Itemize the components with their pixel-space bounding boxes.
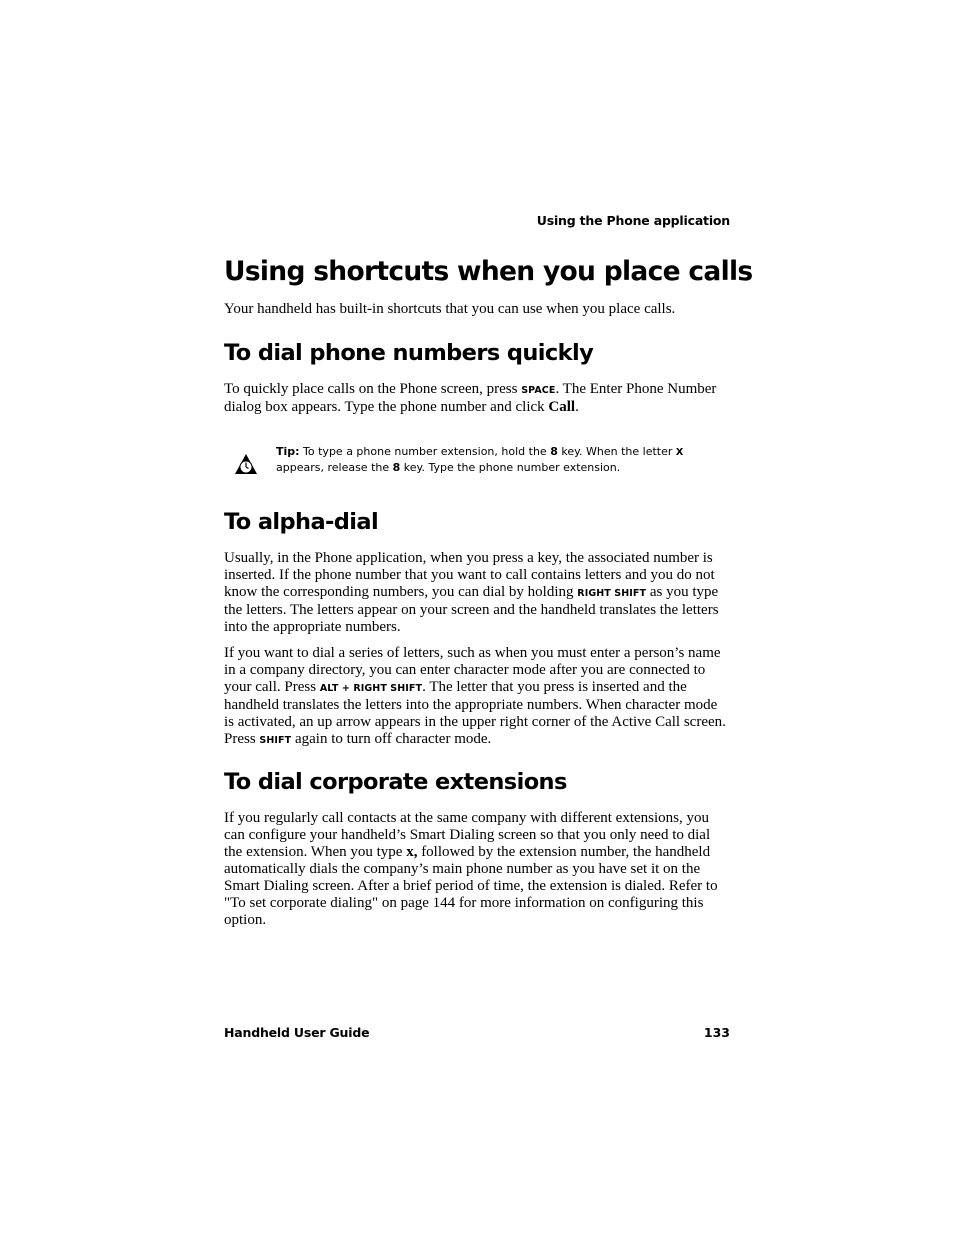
alpha-dial-paragraph-1: Usually, in the Phone application, when you press a key, the associated number is inserted. If the phone number that you want to call contains letters and you do not know the corresponding numbers, you can dial by holding RIGHT SHIFT as you type the letters. The letters appear on your screen and the handheld translates the letters into the appropriate numbers. (224, 550, 719, 635)
footer-title: Handheld User Guide (224, 1025, 370, 1040)
tip-label: Tip: (276, 445, 300, 458)
running-head: Using the Phone application (536, 213, 730, 228)
section-heading-corporate-extensions: To dial corporate extensions (224, 769, 567, 795)
page-title: Using shortcuts when you place calls (224, 256, 753, 287)
intro-paragraph: Your handheld has built-in shortcuts that you can use when you place calls. (224, 301, 676, 317)
space-key: SPACE (521, 385, 556, 396)
corporate-extensions-paragraph: If you regularly call contacts at the same company with different extensions, you can configure your handheld’s Smart Dialing screen so that you only need to dial the extension. When you type x, followed by the extension number, the handheld automatically dials the company’s main phone number as you have set it on the Smart Dialing screen. After a brief period of time, the extension is dialed. Refer to "To set corporate dialing" on page 144 for more information on configuring this option. (224, 810, 718, 928)
shift-key: SHIFT (259, 735, 292, 746)
dial-quickly-paragraph: To quickly place calls on the Phone screen, press SPACE. The Enter Phone Number dialog box appears. Type the phone number and click Call. (224, 381, 717, 415)
section-heading-alpha-dial: To alpha-dial (224, 509, 379, 535)
section-heading-dial-quickly: To dial phone numbers quickly (224, 340, 594, 366)
call-label: Call (548, 399, 576, 415)
right-shift-key: RIGHT SHIFT (577, 588, 647, 599)
timer-tip-icon (234, 452, 258, 476)
page-number: 133 (703, 1025, 730, 1040)
alt-right-shift-key: ALT + RIGHT SHIFT (319, 683, 423, 694)
alpha-dial-paragraph-2: If you want to dial a series of letters, such as when you must enter a person’s name in a company directory, you can enter character mode after you are connected to your call. Press ALT + RIGHT SHIFT. The letter that you press is inserted and the handheld translates the letters into the appropriate numbers. When character mode is activated, an up arrow appears in the upper right corner of the Active Call screen. Press SHIFT again to turn off character mode. (224, 645, 726, 747)
tip-note: Tip: To type a phone number extension, hold the 8 key. When the letter X appears, release the 8 key. Type the phone number extension. (276, 445, 684, 474)
